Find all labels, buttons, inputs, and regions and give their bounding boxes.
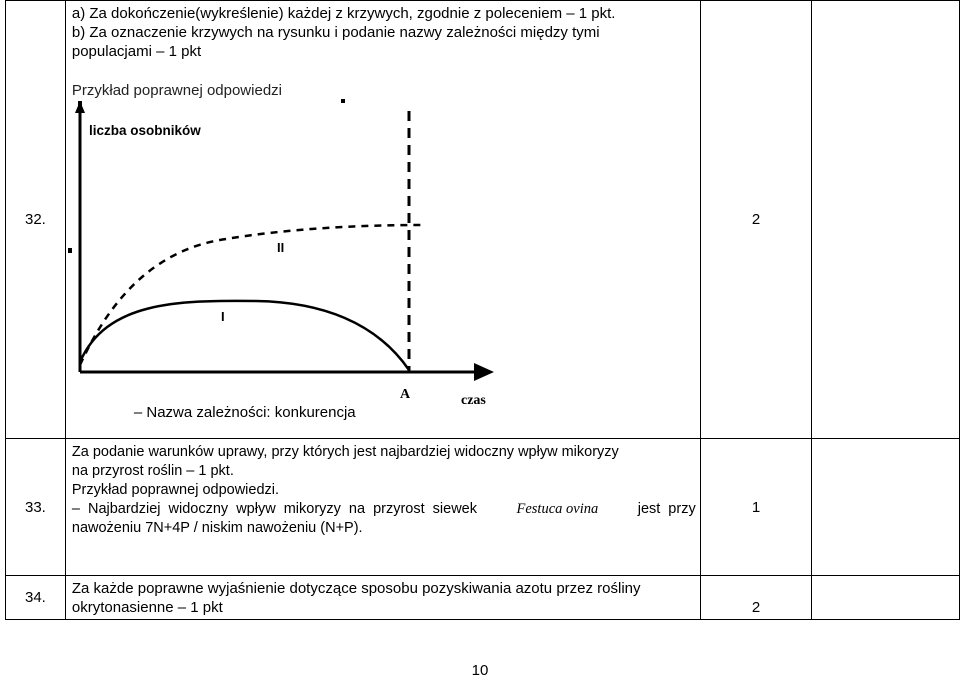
- answer-text-32: – Nazwa zależności: konkurencja: [133, 404, 356, 421]
- criteria-line: populacjami – 1 pkt: [71, 43, 202, 60]
- answer-text-33-end: jest przy: [629, 501, 696, 517]
- criteria-line: Za podanie warunków uprawy, przy których jest najbardziej widoczny wpływ mikoryzy: [71, 444, 619, 460]
- points-cell-33: [700, 439, 812, 576]
- marker-label-a: A: [399, 387, 410, 402]
- criteria-line: a) Za dokończenie(wykreślenie) każdej z krzywych, zgodnie z poleceniem – 1 pkt.: [71, 5, 616, 22]
- answer-text-33: – Najbardziej widoczny wpływ mikoryzy na przyrost siewek: [71, 501, 486, 517]
- curve-two-label: II: [276, 240, 285, 255]
- task-number-32: [6, 1, 66, 439]
- notes-cell-34: [812, 576, 960, 620]
- competition-graph: [66, 97, 536, 427]
- answer-line-33: [72, 500, 696, 519]
- points-cell-34: [700, 576, 812, 620]
- scoring-table: [5, 0, 960, 620]
- criteria-cell-33: [65, 439, 700, 576]
- example-label: Przykład poprawnej odpowiedzi: [71, 82, 282, 99]
- task-number-33: [6, 439, 66, 576]
- curve-one-label: I: [220, 309, 225, 324]
- criteria-line: b) Za oznaczenie krzywych na rysunku i podanie nazwy zależności między tymi: [71, 24, 600, 41]
- dot-mark: [68, 248, 72, 253]
- criteria-cell-32: [65, 1, 700, 439]
- criteria-line: na przyrost roślin – 1 pkt.: [71, 463, 234, 479]
- points-cell-32: [700, 1, 812, 439]
- dot-mark: [341, 99, 345, 103]
- dot-mark: [78, 101, 82, 106]
- task-number-text: 33.: [25, 499, 46, 516]
- x-axis-arrow-icon: [474, 363, 494, 381]
- task-number-34: [6, 576, 66, 620]
- x-axis-label: czas: [460, 393, 486, 408]
- criteria-line: Przykład poprawnej odpowiedzi.: [71, 482, 280, 498]
- row-32: [6, 1, 960, 439]
- row-33: [6, 439, 960, 576]
- criteria-line: okrytonasienne – 1 pkt: [71, 599, 223, 616]
- task-number-text: 34.: [25, 589, 46, 606]
- points-value: 1: [751, 498, 761, 516]
- species-name: Festuca ovina: [516, 501, 599, 517]
- notes-cell-32: [812, 1, 960, 439]
- points-value: 2: [751, 211, 761, 228]
- curve-two: [80, 225, 424, 365]
- page-number: 10: [471, 662, 489, 679]
- row-34: [6, 576, 960, 620]
- answer-line-33b: nawożeniu 7N+4P / niskim nawożeniu (N+P).: [71, 520, 363, 536]
- y-axis-label: liczba osobników: [88, 123, 201, 138]
- points-value: 2: [751, 599, 761, 616]
- curve-one: [80, 301, 409, 370]
- criteria-cell-34: [65, 576, 700, 620]
- notes-cell-33: [812, 439, 960, 576]
- criteria-line: Za każde poprawne wyjaśnienie dotyczące sposobu pozyskiwania azotu przez rośliny: [71, 580, 641, 597]
- task-number-text: 32.: [25, 211, 46, 228]
